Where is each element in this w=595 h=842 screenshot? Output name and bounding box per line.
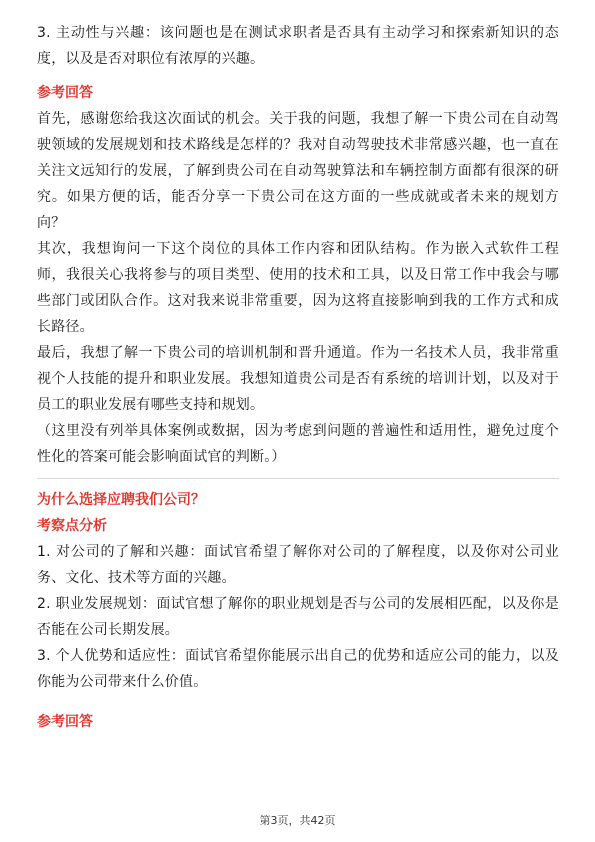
page-number: 第3页，共42页 xyxy=(259,814,336,827)
answer-note: （这里没有列举具体案例或数据，因为考虑到问题的普遍性和适用性，避免过度个性化的答案可能会影响面试官的判断。） xyxy=(37,423,559,465)
analysis-point-2: 2. 职业发展规划：面试官想了解你的职业规划是否与公司的发展相匹配，以及你是否能在公司长期发展。 xyxy=(37,596,559,638)
reference-answer-heading: 参考回答 xyxy=(37,85,93,101)
analysis-point-3b: 3. 个人优势和适应性：面试官希望你能展示出自己的优势和适应公司的能力，以及你能为公司带来什么价值。 xyxy=(37,648,559,690)
answer-paragraph-2: 其次，我想询问一下这个岗位的具体工作内容和团队结构。作为嵌入式软件工程师，我很关心我将参与的项目类型、使用的技术和工具，以及日常工作中我会与哪些部门或团队合作。这对我来说非常重要，因为这将直接影响到我的工作方式和成长路径。 xyxy=(37,241,559,335)
document-page xyxy=(37,20,559,735)
answer-paragraph-3: 最后，我想了解一下贵公司的培训机制和晋升通道。作为一名技术人员，我非常重视个人技能的提升和职业发展。我想知道贵公司是否有系统的培训计划，以及对于员工的职业发展有哪些支持和规划。 xyxy=(37,345,559,413)
answer-paragraph-1: 首先，感谢您给我这次面试的机会。关于我的问题，我想了解一下贵公司在自动驾驶领域的发展规划和技术路线是怎样的？我对自动驾驶技术非常感兴趣，也一直在关注文远知行的发展，了解到贵公司在自动驾驶算法和车辆控制方面都有很深的研究。如果方便的话，能否分享一下贵公司在这方面的一些成就或者未来的规划方向？ xyxy=(37,111,559,231)
analysis-point-1: 1. 对公司的了解和兴趣：面试官希望了解你对公司的了解程度，以及你对公司业务、文化、技术等方面的兴趣。 xyxy=(37,544,559,586)
analysis-point-3: 3. 主动性与兴趣：该问题也是在测试求职者是否具有主动学习和探索新知识的态度，以及是否对职位有浓厚的兴趣。 xyxy=(37,25,559,67)
analysis-heading: 考察点分析 xyxy=(37,518,107,534)
question-heading: 为什么选择应聘我们公司？ xyxy=(37,492,205,508)
section-divider xyxy=(37,478,559,479)
reference-answer-heading-2: 参考回答 xyxy=(37,714,93,730)
